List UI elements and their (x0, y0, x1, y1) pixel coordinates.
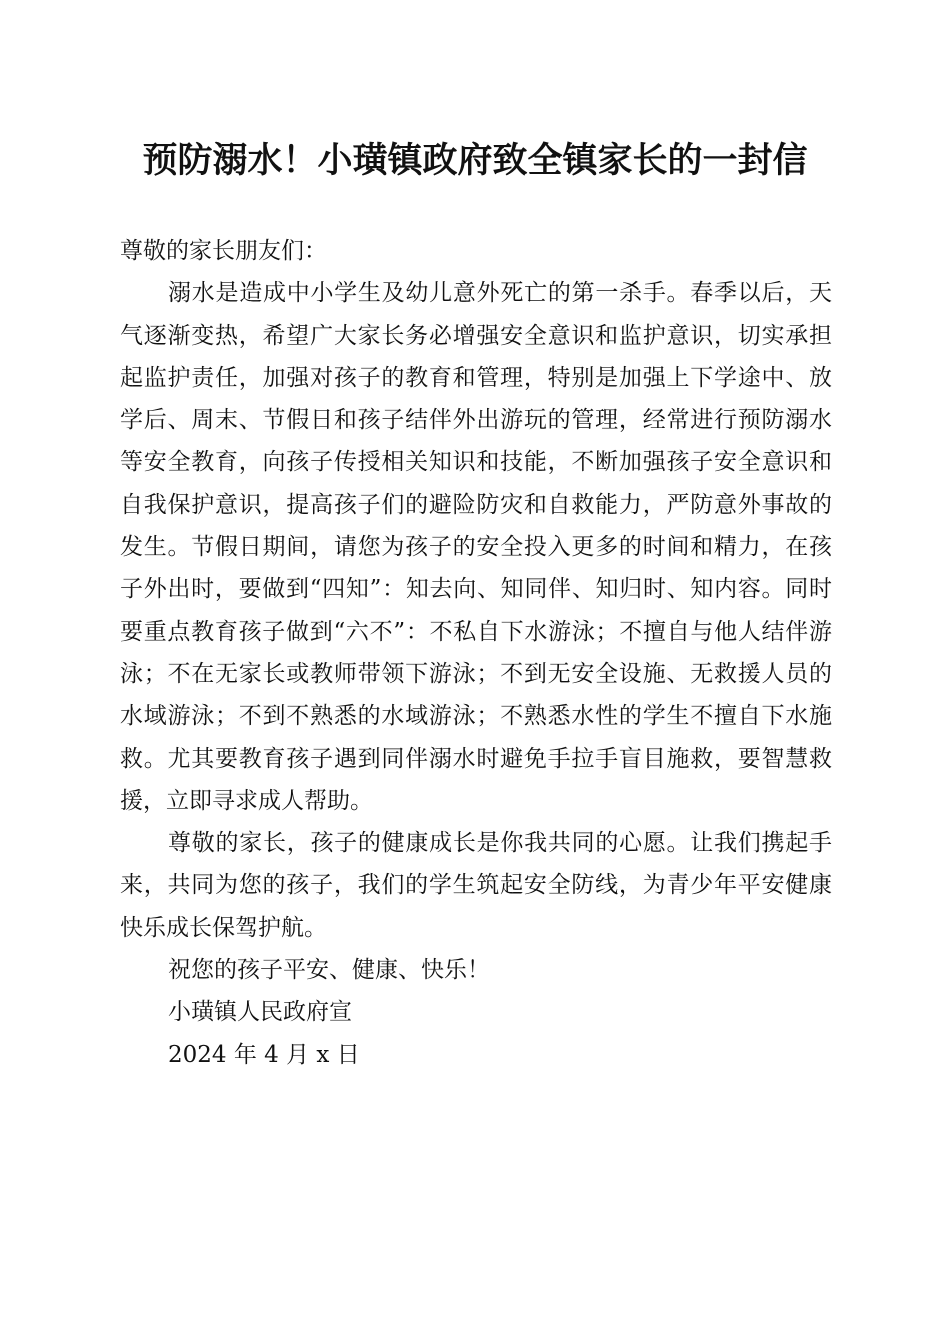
paragraph-appeal: 尊敬的家长，孩子的健康成长是你我共同的心愿。让我们携起手来，共同为您的孩子，我们的学生筑起安全防线，为青少年平安健康快乐成长保驾护航。 (120, 830, 832, 941)
closing-wishes: 祝您的孩子平安、健康、快乐！ (168, 957, 490, 984)
letter-body (120, 230, 832, 1076)
date: 2024 年 4 月 x 日 (168, 1041, 360, 1068)
salutation: 尊敬的家长朋友们： (120, 238, 327, 264)
signature: 小璜镇人民政府宣 (168, 999, 352, 1026)
paragraph-main: 溺水是造成中小学生及幼儿意外死亡的第一杀手。春季以后，天气逐渐变热，希望广大家长务必增强安全意识和监护意识，切实承担起监护责任，加强对孩子的教育和管理，特别是加强上下学途中、放学后、周末、节假日和孩子结伴外出游玩的管理，经常进行预防溺水等安全教育，向孩子传授相关知识和技能，不断加强孩子安全意识和自我保护意识，提高孩子们的避险防灾和自救能力，严防意外事故的发生。节假日期间，请您为孩子的安全投入更多的时间和精力，在孩子外出时，要做到“四知”：知去向、知同伴、知归时、知内容。同时要重点教育孩子做到“六不”：不私自下水游泳；不擅自与他人结伴游泳；不在无家长或教师带领下游泳；不到无安全设施、无救援人员的水域游泳；不到不熟悉的水域游泳；不熟悉水性的学生不擅自下水施救。尤其要教育孩子遇到同伴溺水时避免手拉手盲目施救，要智慧救援，立即寻求成人帮助。 (120, 280, 832, 814)
document-title: 预防溺水！小璜镇政府致全镇家长的一封信 (142, 140, 808, 181)
